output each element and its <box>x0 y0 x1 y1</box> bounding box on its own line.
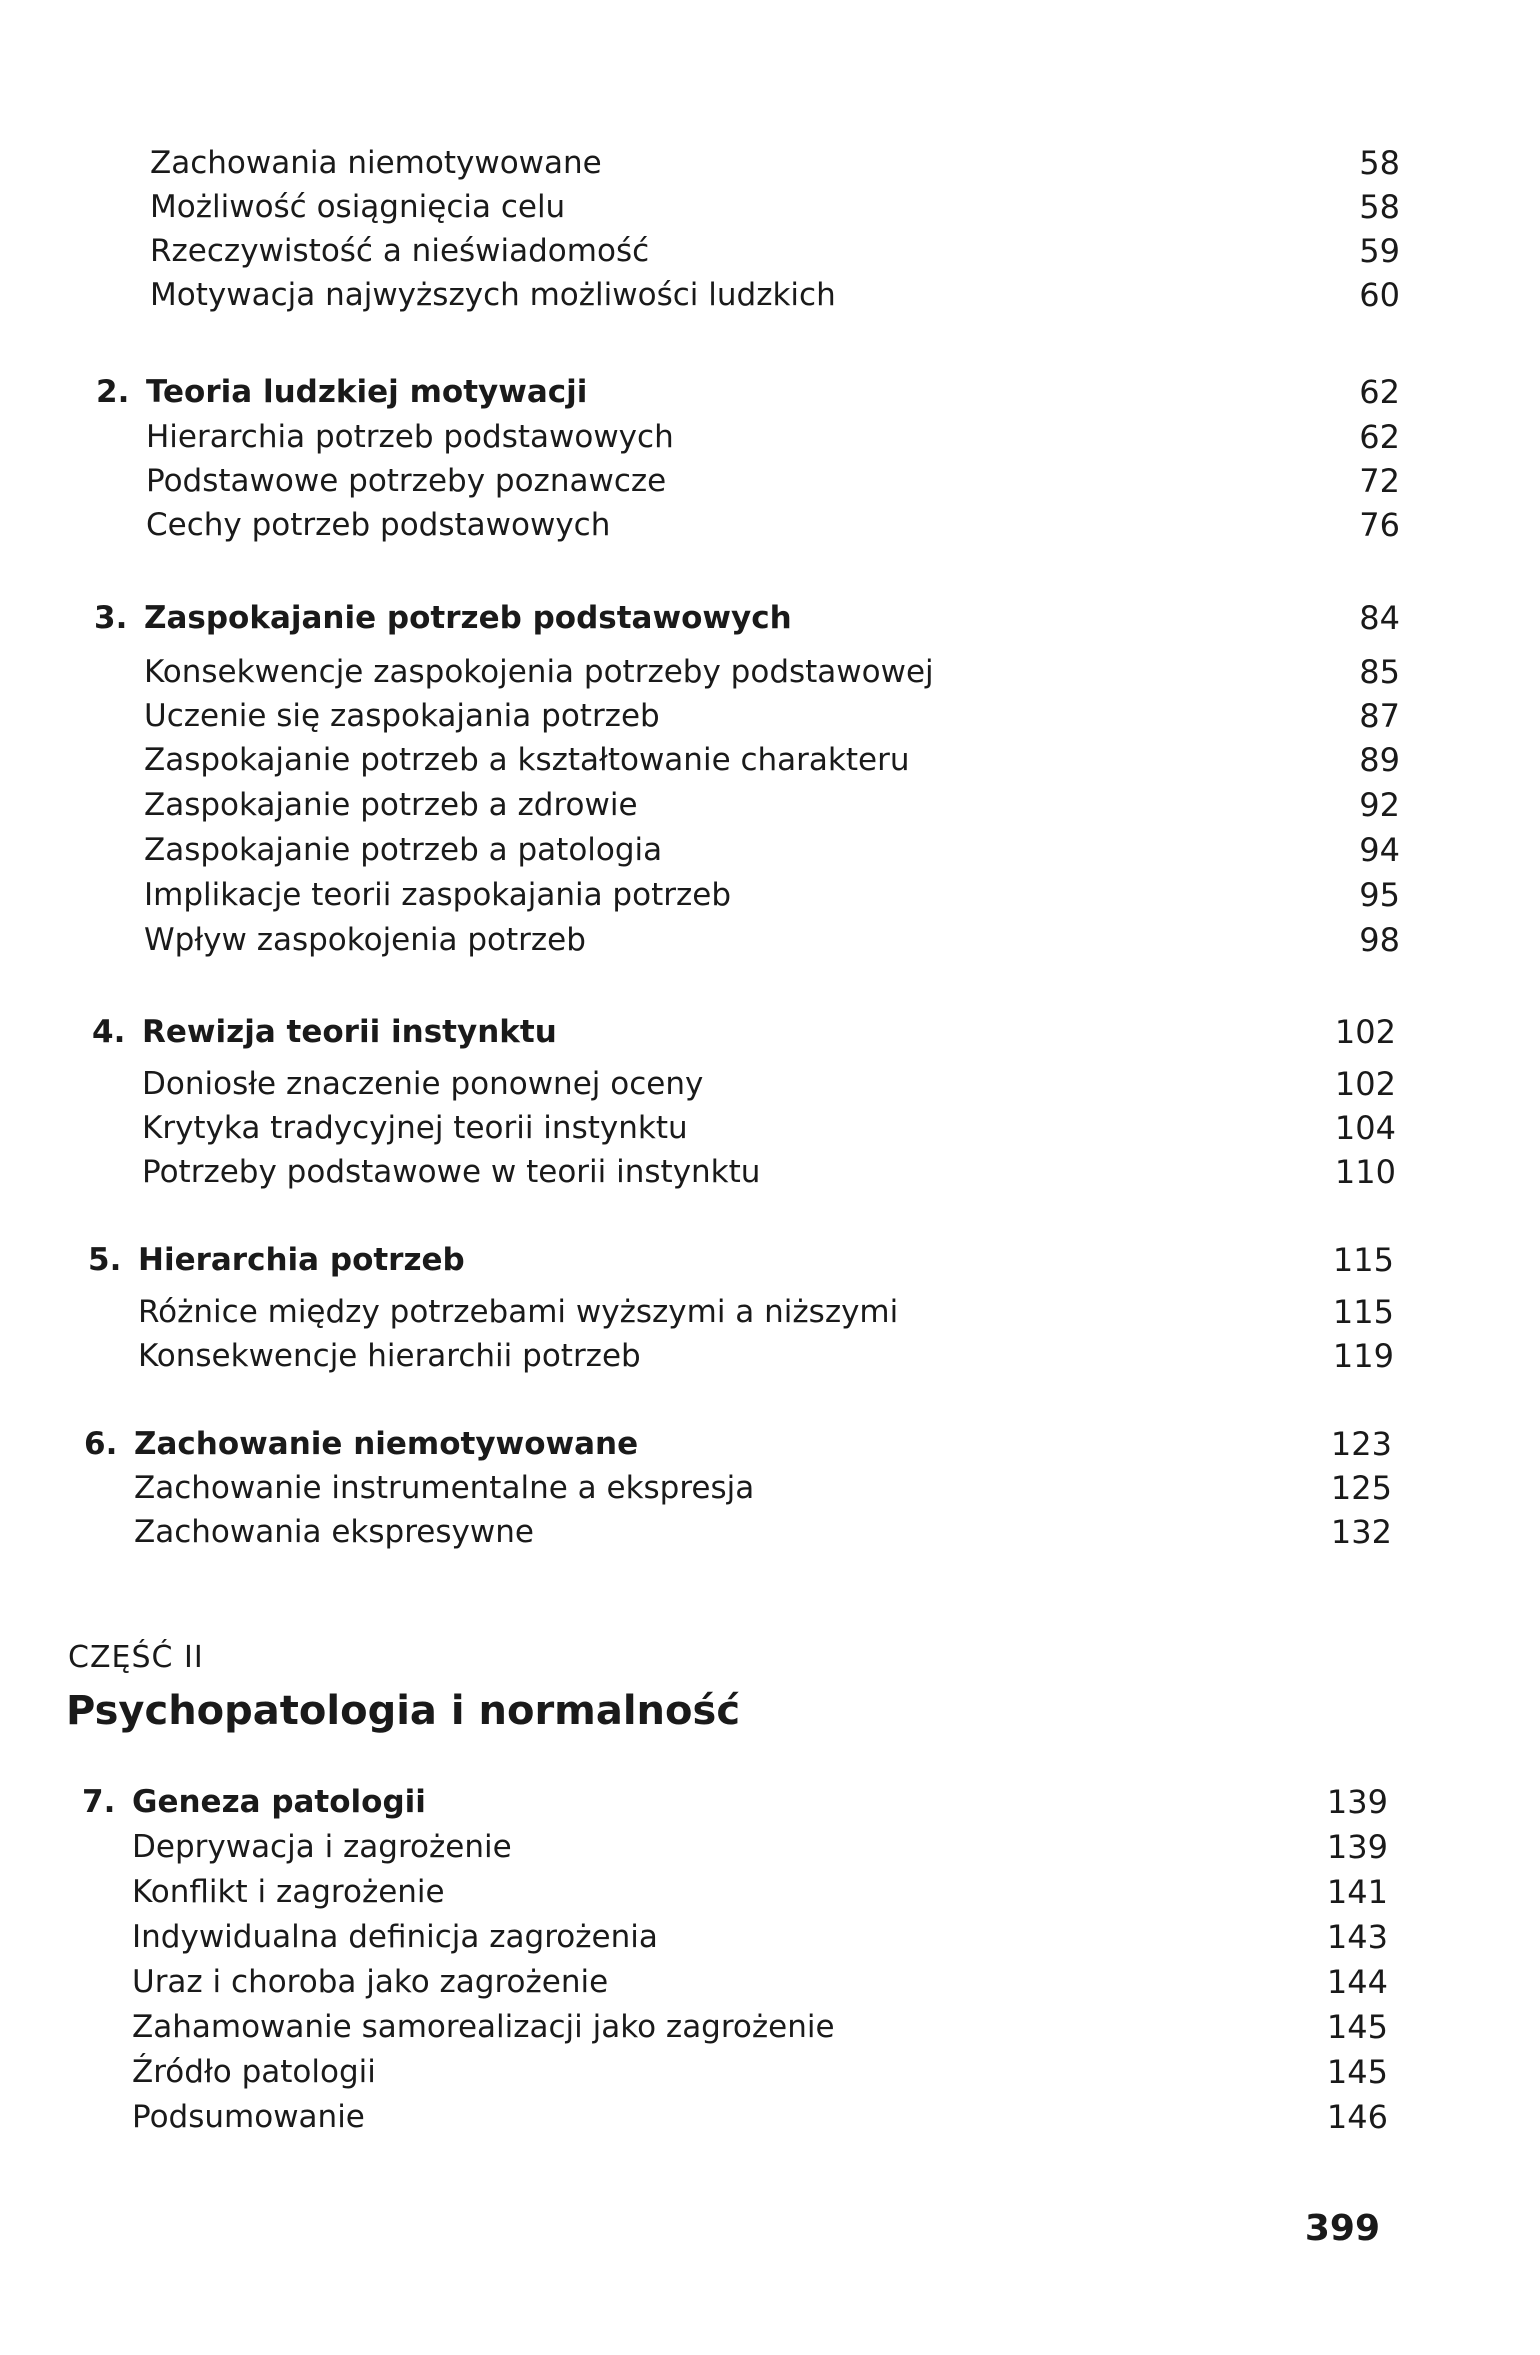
leader-dots <box>648 1422 1322 1466</box>
leader-dots <box>684 415 1330 459</box>
toc-chapter-5[interactable] <box>88 1238 1394 1282</box>
toc-entry-page: 58 <box>1359 144 1400 182</box>
toc-entry[interactable] <box>82 2095 1388 2139</box>
leader-dots <box>676 459 1330 503</box>
toc-entry[interactable] <box>94 738 1400 782</box>
toc-entry[interactable] <box>88 1334 1394 1378</box>
toc-entry-page: 145 <box>1326 2008 1388 2046</box>
leader-dots <box>802 596 1330 640</box>
toc-chapter-2[interactable] <box>96 370 1400 414</box>
toc-entry-label: Deprywacja i zagrożenie <box>132 1829 512 1865</box>
toc-entry-label: Potrzeby podstawowe w teorii instynktu <box>142 1154 761 1190</box>
leader-dots <box>612 141 1330 185</box>
toc-entry-page: 141 <box>1326 1873 1388 1911</box>
toc-entry-page: 85 <box>1359 653 1400 691</box>
toc-chapter-6[interactable] <box>84 1422 1392 1466</box>
leader-dots <box>648 783 1330 827</box>
part-label: CZĘŚĆ II <box>68 1640 204 1675</box>
toc-entry-page: 62 <box>1359 418 1400 456</box>
leader-dots <box>620 503 1330 547</box>
leader-dots <box>845 2005 1318 2049</box>
toc-entry-label: Konflikt i zagrożenie <box>132 1874 445 1910</box>
leader-dots <box>522 1825 1318 1869</box>
toc-chapter-4[interactable] <box>92 1010 1396 1054</box>
chapter-number: 4. <box>92 1014 126 1050</box>
toc-entry-label: Uraz i choroba jako zagrożenie <box>132 1964 609 2000</box>
toc-entry-label: Źródło patologii <box>132 2054 376 2090</box>
toc-entry[interactable] <box>96 415 1400 459</box>
toc-entry-page: 115 <box>1332 1293 1394 1331</box>
toc-entry-label: Indywidualna definicja zagrożenia <box>132 1919 658 1955</box>
toc-entry-label: Podsumowanie <box>132 2099 365 2135</box>
leader-dots <box>575 185 1330 229</box>
toc-entry-page: 144 <box>1326 1963 1388 2001</box>
leader-dots <box>672 828 1330 872</box>
toc-entry[interactable] <box>92 1106 1396 1150</box>
toc-entry[interactable] <box>82 1870 1388 1914</box>
toc-entry-label: Zaspokajanie potrzeb a zdrowie <box>144 787 638 823</box>
part-title: Psychopatologia i normalność <box>66 1688 741 1734</box>
toc-entry-page: 132 <box>1330 1513 1392 1551</box>
chapter-page: 115 <box>1332 1241 1394 1279</box>
toc-entry[interactable] <box>100 185 1400 229</box>
toc-entry-page: 76 <box>1359 506 1400 544</box>
leader-dots <box>764 1466 1322 1510</box>
toc-entry-page: 72 <box>1359 462 1400 500</box>
toc-entry-label: Zaspokajanie potrzeb a patologia <box>144 832 663 868</box>
toc-entry-page: 119 <box>1332 1337 1394 1375</box>
leader-dots <box>386 2050 1318 2094</box>
toc-entry[interactable] <box>94 694 1400 738</box>
toc-entry-page: 125 <box>1330 1469 1392 1507</box>
toc-entry[interactable] <box>94 828 1400 872</box>
toc-entry-page: 145 <box>1326 2053 1388 2091</box>
toc-entry[interactable] <box>100 273 1400 317</box>
toc-entry[interactable] <box>82 2005 1388 2049</box>
toc-entry-label: Cechy potrzeb podstawowych <box>146 507 611 543</box>
toc-entry-label: Zachowania niemotywowane <box>150 145 602 181</box>
toc-entry-label: Zachowanie instrumentalne a ekspresja <box>134 1470 755 1506</box>
chapter-number: 7. <box>82 1784 116 1820</box>
toc-entry[interactable] <box>82 1915 1388 1959</box>
toc-entry[interactable] <box>82 1825 1388 1869</box>
toc-entry-label: Różnice między potrzebami wyższymi a niższymi <box>138 1294 899 1330</box>
chapter-number: 6. <box>84 1426 118 1462</box>
chapter-page: 62 <box>1359 373 1400 411</box>
toc-entry[interactable] <box>82 2050 1388 2094</box>
chapter-title: Teoria ludzkiej motywacji <box>146 374 588 410</box>
toc-entry-label: Uczenie się zaspokajania potrzeb <box>144 698 660 734</box>
toc-entry[interactable] <box>84 1510 1392 1554</box>
leader-dots <box>436 1780 1318 1824</box>
toc-entry-label: Wpływ zaspokojenia potrzeb <box>144 922 586 958</box>
toc-entry-page: 87 <box>1359 697 1400 735</box>
toc-entry[interactable] <box>94 783 1400 827</box>
toc-entry-page: 89 <box>1359 741 1400 779</box>
toc-entry[interactable] <box>96 503 1400 547</box>
leader-dots <box>944 650 1330 694</box>
leader-dots <box>741 873 1330 917</box>
toc-entry-page: 104 <box>1334 1109 1396 1147</box>
leader-dots <box>475 1238 1324 1282</box>
toc-entry-label: Zachowania ekspresywne <box>134 1514 534 1550</box>
leader-dots <box>618 1960 1318 2004</box>
chapter-number: 2. <box>96 374 130 410</box>
toc-entry-page: 59 <box>1359 232 1400 270</box>
toc-entry-page: 60 <box>1359 276 1400 314</box>
leader-dots <box>597 370 1330 414</box>
leader-dots <box>659 229 1330 273</box>
toc-entry[interactable] <box>94 873 1400 917</box>
toc-entry-page: 98 <box>1359 921 1400 959</box>
toc-entry[interactable] <box>84 1466 1392 1510</box>
page-number: 399 <box>1304 2208 1380 2249</box>
leader-dots <box>908 1290 1324 1334</box>
chapter-title: Geneza patologii <box>132 1784 426 1820</box>
toc-entry[interactable] <box>88 1290 1394 1334</box>
toc-entry-page: 139 <box>1326 1828 1388 1866</box>
toc-entry-page: 146 <box>1326 2098 1388 2136</box>
toc-entry-label: Rzeczywistość a nieświadomość <box>150 233 650 269</box>
chapter-page: 84 <box>1359 599 1400 637</box>
leader-dots <box>651 1334 1324 1378</box>
leader-dots <box>544 1510 1322 1554</box>
toc-entry-page: 102 <box>1334 1065 1396 1103</box>
leader-dots <box>375 2095 1318 2139</box>
leader-dots <box>770 1150 1326 1194</box>
toc-entry-page: 95 <box>1359 876 1400 914</box>
chapter-title: Rewizja teorii instynktu <box>142 1014 557 1050</box>
toc-entry[interactable] <box>94 650 1400 694</box>
chapter-title: Hierarchia potrzeb <box>138 1242 465 1278</box>
leader-dots <box>670 694 1330 738</box>
toc-chapter-3[interactable] <box>94 596 1400 640</box>
toc-entry[interactable] <box>96 459 1400 503</box>
toc-entry-label: Zaspokajanie potrzeb a kształtowanie charakteru <box>144 742 910 778</box>
toc-entry[interactable] <box>92 1062 1396 1106</box>
toc-entry-page: 110 <box>1334 1153 1396 1191</box>
leader-dots <box>596 918 1330 962</box>
toc-entry-label: Możliwość osiągnięcia celu <box>150 189 566 225</box>
toc-entry-page: 58 <box>1359 188 1400 226</box>
toc-entry-label: Konsekwencje hierarchii potrzeb <box>138 1338 641 1374</box>
toc-entry-label: Konsekwencje zaspokojenia potrzeby podstawowej <box>144 654 934 690</box>
toc-entry-label: Doniosłe znaczenie ponownej oceny <box>142 1066 704 1102</box>
toc-chapter-7[interactable] <box>82 1780 1388 1824</box>
chapter-page: 139 <box>1326 1783 1388 1821</box>
leader-dots <box>455 1870 1318 1914</box>
chapter-title: Zachowanie niemotywowane <box>134 1426 639 1462</box>
leader-dots <box>846 273 1330 317</box>
leader-dots <box>698 1106 1326 1150</box>
chapter-number: 3. <box>94 600 128 636</box>
toc-entry[interactable] <box>92 1150 1396 1194</box>
toc-entry-page: 143 <box>1326 1918 1388 1956</box>
chapter-page: 102 <box>1334 1013 1396 1051</box>
toc-entry-page: 92 <box>1359 786 1400 824</box>
toc-entry[interactable] <box>94 918 1400 962</box>
toc-entry-label: Krytyka tradycyjnej teorii instynktu <box>142 1110 688 1146</box>
toc-entry[interactable] <box>82 1960 1388 2004</box>
toc-entry-label: Motywacja najwyższych możliwości ludzkich <box>150 277 836 313</box>
toc-entry-label: Podstawowe potrzeby poznawcze <box>146 463 667 499</box>
toc-entry-label: Implikacje teorii zaspokajania potrzeb <box>144 877 732 913</box>
toc-entry-page: 94 <box>1359 831 1400 869</box>
leader-dots <box>920 738 1331 782</box>
chapter-number: 5. <box>88 1242 122 1278</box>
leader-dots <box>567 1010 1326 1054</box>
toc-entry[interactable] <box>100 229 1400 273</box>
chapter-page: 123 <box>1330 1425 1392 1463</box>
leader-dots <box>668 1915 1318 1959</box>
chapter-title: Zaspokajanie potrzeb podstawowych <box>144 600 792 636</box>
toc-entry-label: Zahamowanie samorealizacji jako zagrożenie <box>132 2009 835 2045</box>
toc-entry-label: Hierarchia potrzeb podstawowych <box>146 419 674 455</box>
toc-entry[interactable] <box>100 141 1400 185</box>
leader-dots <box>713 1062 1326 1106</box>
